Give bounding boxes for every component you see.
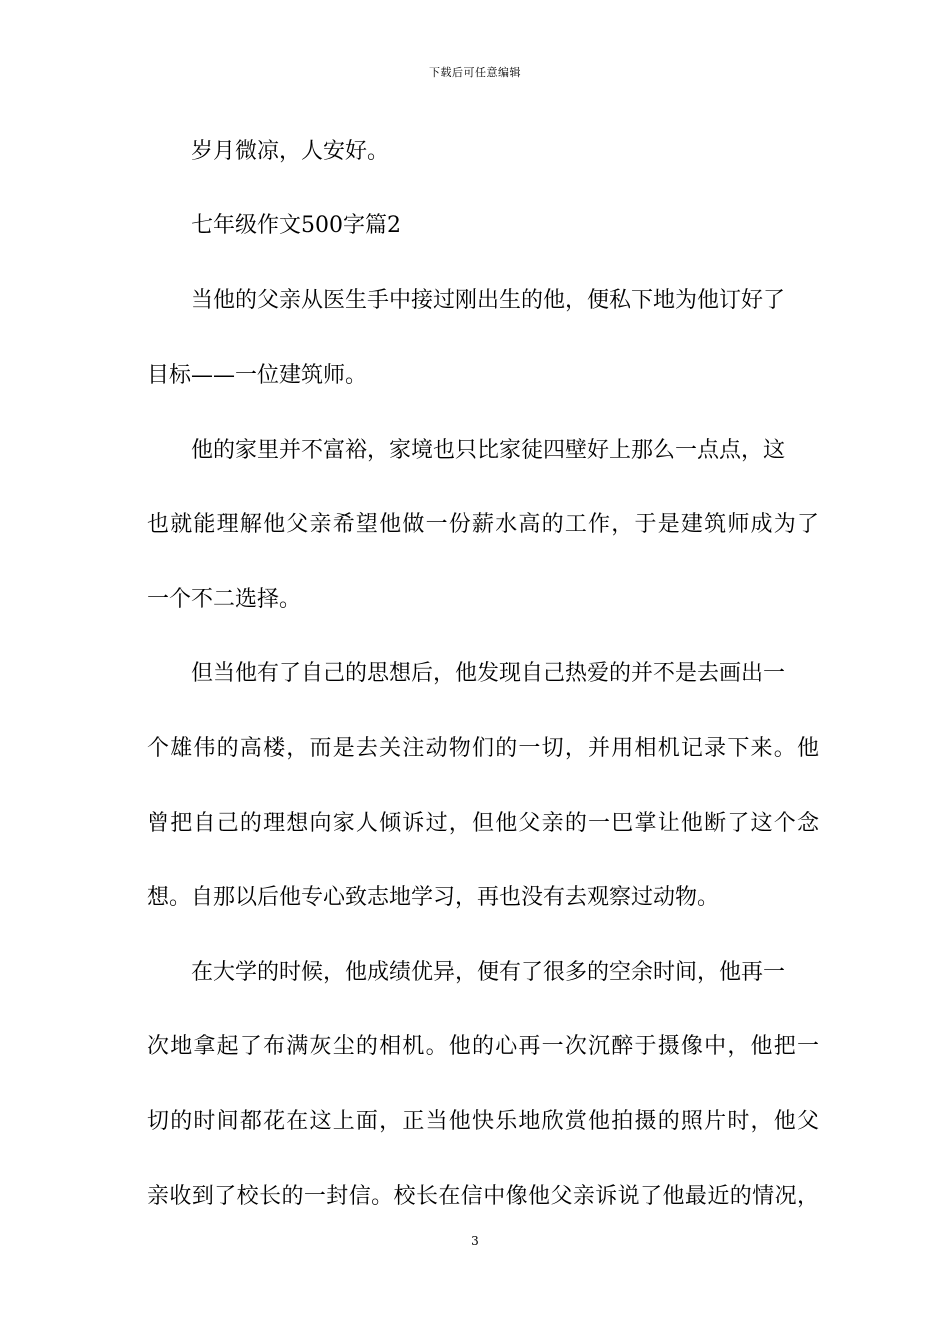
text-line: 当他的父亲从医生手中接过刚出生的他，便私下地为他订好了 — [191, 288, 786, 313]
text-line: 在大学的时候，他成绩优异，便有了很多的空余时间，他再一 — [191, 960, 786, 985]
text-line: 目标——一位建筑师。 — [147, 363, 368, 388]
text-line: 亲收到了校长的一封信。校长在信中像他父亲诉说了他最近的情况， — [147, 1184, 819, 1209]
text-line: 想。自那以后他专心致志地学习，再也没有去观察过动物。 — [147, 885, 720, 910]
section-heading: 七年级作文500字篇2 — [191, 213, 401, 238]
text-line: 岁月微凉，人安好。 — [191, 139, 390, 164]
text-line: 曾把自己的理想向家人倾诉过，但他父亲的一巴掌让他断了这个念 — [147, 811, 819, 836]
text-line: 也就能理解他父亲希望他做一份薪水高的工作，于是建筑师成为了 — [147, 512, 819, 537]
text-line: 切的时间都花在这上面，正当他快乐地欣赏他拍摄的照片时，他父 — [147, 1109, 819, 1134]
page-header: 下载后可任意编辑 — [429, 66, 521, 79]
text-line: 一个不二选择。 — [147, 587, 302, 612]
page-number: 3 — [471, 1234, 479, 1248]
text-line: 他的家里并不富裕，家境也只比家徒四壁好上那么一点点，这 — [191, 438, 786, 463]
text-line: 但当他有了自己的思想后，他发现自己热爱的并不是去画出一 — [191, 661, 786, 686]
text-line: 个雄伟的高楼，而是去关注动物们的一切，并用相机记录下来。他 — [147, 736, 819, 761]
text-line: 次地拿起了布满灰尘的相机。他的心再一次沉醉于摄像中，他把一 — [147, 1034, 819, 1059]
